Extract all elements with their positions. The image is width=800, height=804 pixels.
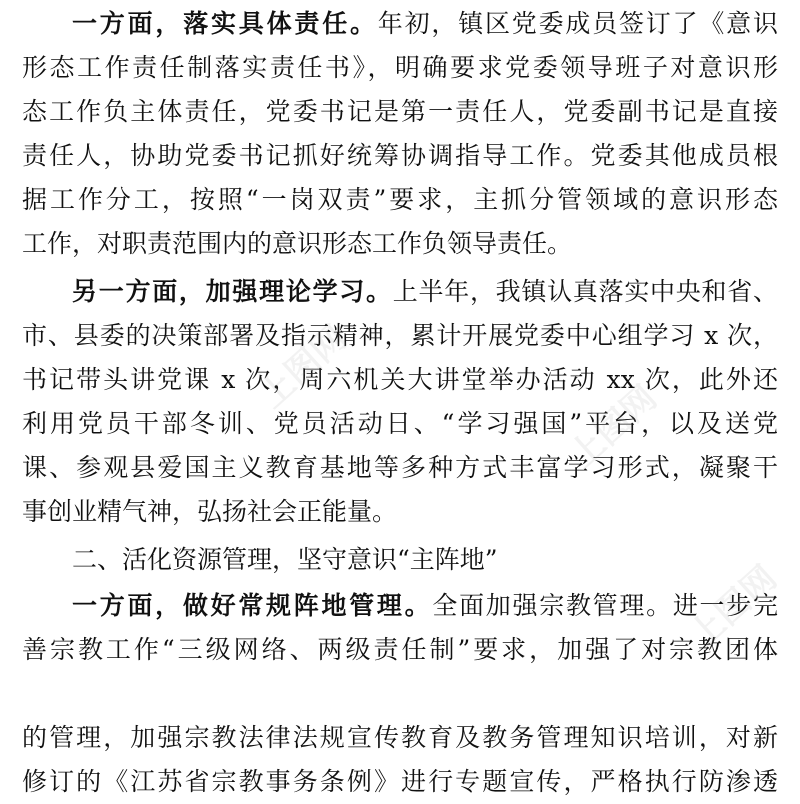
watermark: 上图网 [562, 378, 665, 477]
paragraph-2-line-6: 事创业精气神，弘扬社会正能量。 [22, 497, 398, 526]
paragraph-2-heading: 另一方面，加强理论学习。 [72, 277, 393, 306]
paragraph-3-line-2: 善宗教工作“三级网络、两级责任制”要求，加强了对宗教团体 [22, 635, 778, 664]
paragraph-1-line-3: 态工作负主体责任，党委书记是第一责任人，党委副书记是直接 [22, 97, 778, 126]
paragraph-2-line-3: 书记带头讲党课 x 次，周六机关大讲堂举办活动 xx 次，此外还 [22, 365, 778, 394]
watermark: 上图网 [682, 558, 785, 657]
paragraph-1-line-1-text: 年初，镇区党委成员签订了《意识 [377, 9, 778, 38]
paragraph-3-heading: 一方面，做好常规阵地管理。 [72, 591, 433, 620]
paragraph-4-line-1: 的管理，加强宗教法律法规宣传教育及教务管理知识培训，对新 [22, 723, 778, 752]
paragraph-4-line-2: 修订的《江苏省宗教事务条例》进行专题宣传，严格执行防渗透 [22, 767, 778, 796]
paragraph-2-line-4: 利用党员干部冬训、党员活动日、“学习强国”平台，以及送党 [22, 409, 778, 438]
paragraph-3-line-1-text: 全面加强宗教管理。进一步完 [432, 591, 778, 620]
paragraph-1-line-1 [72, 2, 778, 46]
paragraph-2-line-5: 课、参观县爱国主义教育基地等多种方式丰富学习形式，凝聚干 [22, 453, 778, 482]
watermark: 上图网 [252, 318, 355, 417]
paragraph-1-line-4: 责任人，协助党委书记抓好统筹协调指导工作。党委其他成员根 [22, 141, 778, 170]
paragraph-2-line-1-text: 上半年，我镇认真落实中央和省、 [392, 277, 778, 306]
paragraph-2-line-1 [72, 270, 778, 314]
paragraph-1-line-6: 工作，对职责范围内的意识形态工作负领导责任。 [22, 229, 573, 258]
paragraph-3-line-1 [72, 584, 778, 628]
paragraph-1-line-2: 形态工作责任制落实责任书》，明确要求党委领导班子对意识形 [22, 53, 778, 82]
paragraph-1-heading: 一方面，落实具体责任。 [72, 9, 378, 38]
paragraph-1-line-5: 据工作分工，按照“一岗双责”要求，主抓分管领域的意识形态 [22, 185, 778, 214]
paragraph-2-line-2: 市、县委的决策部署及指示精神，累计开展党委中心组学习 x 次， [22, 321, 778, 350]
section-title: 二、活化资源管理，坚守意识“主阵地” [72, 545, 498, 574]
